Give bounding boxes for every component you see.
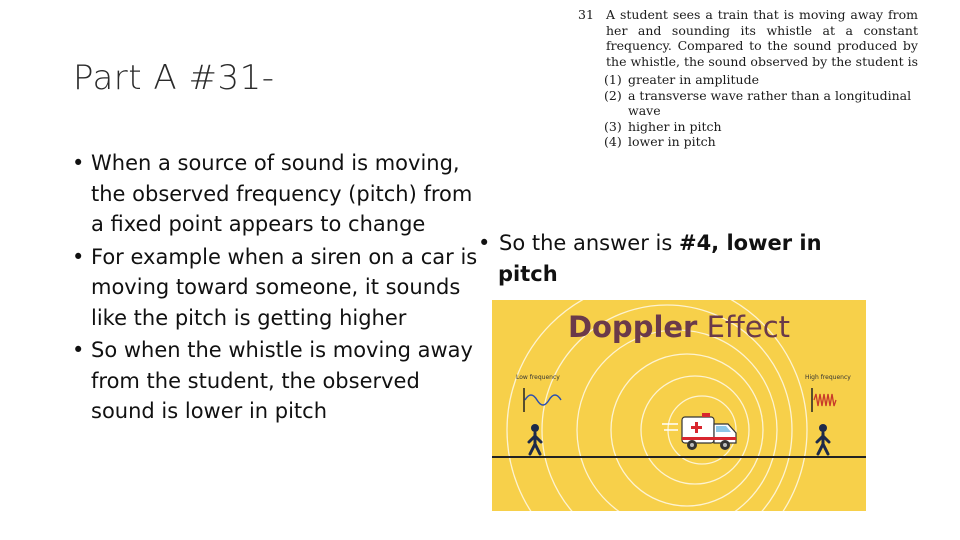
option-tag: (1)	[604, 72, 622, 87]
slide-title: Part A #31-	[73, 58, 275, 98]
doppler-title	[492, 310, 866, 344]
bullet-item	[72, 335, 482, 427]
bullet-dot: •	[72, 151, 85, 175]
question-stem	[578, 7, 918, 69]
bullet-list	[72, 148, 482, 427]
high-frequency-wave-icon	[812, 388, 836, 412]
bullet-dot: •	[72, 338, 85, 362]
option-tag: (2)	[604, 87, 622, 103]
doppler-title-rest: Effect	[697, 310, 791, 344]
bullet-dot: •	[478, 231, 491, 255]
question-options	[578, 72, 918, 150]
question-number: 31	[578, 7, 594, 22]
question-option	[604, 134, 918, 150]
option-text: greater in amplitude	[628, 72, 759, 87]
left-person-icon	[529, 424, 541, 454]
question-text: A student sees a train that is moving away from her and sounding its whistle at a constant frequency. Compared to the sound produced by the whistle, the sound observed by the student is	[606, 7, 919, 69]
answer-prefix: So the answer is	[499, 231, 679, 255]
right-person-icon	[817, 424, 829, 454]
question-option	[604, 88, 918, 119]
doppler-title-bold: Doppler	[567, 310, 698, 344]
option-text: higher in pitch	[628, 118, 722, 134]
bullet-item	[72, 148, 482, 240]
ambulance-icon	[662, 413, 736, 450]
answer-line	[478, 228, 858, 259]
low-frequency-label: Low frequency	[516, 374, 560, 381]
question-option	[604, 72, 918, 88]
question-option	[604, 119, 918, 135]
answer-line: pitch	[498, 261, 558, 286]
exam-question-image	[578, 7, 918, 150]
high-frequency-label: High frequency	[805, 374, 851, 381]
bullet-dot: •	[72, 244, 85, 269]
option-text: lower in pitch	[628, 134, 716, 149]
option-tag: (4)	[604, 134, 622, 149]
doppler-effect-illustration	[492, 300, 866, 511]
answer-bold: #4, lower in	[678, 231, 822, 255]
bullet-text: So when the whistle is moving away from the student, the observed sound is lower in pitch	[91, 338, 473, 423]
bullet-text: For example when a siren on a car is moving toward someone, it sounds like the pitch is getting higher	[91, 244, 478, 330]
answer-statement	[478, 228, 858, 289]
option-tag: (3)	[604, 118, 622, 134]
low-frequency-wave-icon	[524, 388, 561, 412]
bullet-item	[72, 242, 482, 334]
option-text: a transverse wave rather than a longitudinal wave	[628, 87, 912, 118]
bullet-text: When a source of sound is moving, the observed frequency (pitch) from a fixed point appears to change	[91, 151, 473, 236]
